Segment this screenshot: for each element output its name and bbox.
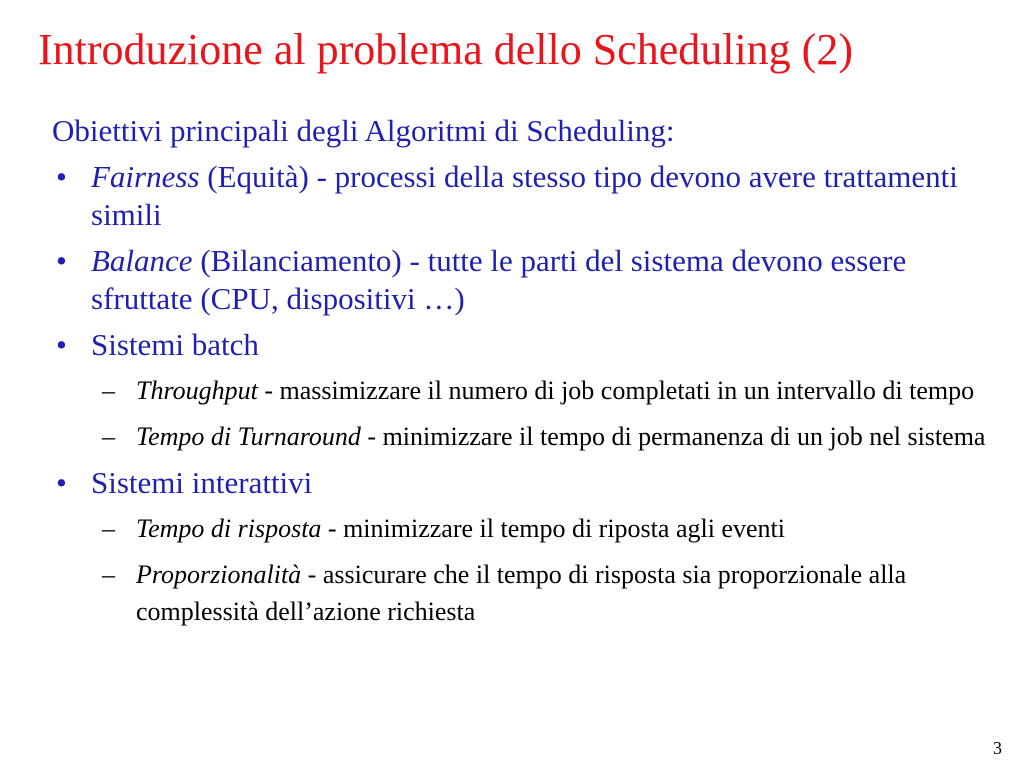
slide-title: Introduzione al problema dello Scheduling (2) bbox=[38, 25, 853, 74]
subbullet-text: - assicurare che il tempo di risposta sia proporzionale alla complessità dell’azione richiesta bbox=[136, 560, 907, 626]
subbullet-text: - minimizzare il tempo di riposta agli eventi bbox=[321, 514, 785, 543]
subbullet-response-time bbox=[96, 510, 1002, 547]
bullet-text: (Equità) - processi della stesso tipo devono avere trattamenti simili bbox=[91, 159, 958, 232]
bullet-balance bbox=[52, 242, 1002, 318]
bullet-marker: • bbox=[56, 327, 67, 362]
intro-text: Obiettivi principali degli Algoritmi di Scheduling: bbox=[52, 113, 675, 148]
bullet-batch-systems bbox=[52, 326, 1002, 364]
subbullet-text: - minimizzare il tempo di permanenza di un job nel sistema bbox=[360, 422, 986, 451]
bullet-text: (Bilanciamento) - tutte le parti del sistema devono essere sfruttate (CPU, dispositivi …) bbox=[91, 243, 907, 316]
bullet-text: Sistemi batch bbox=[91, 327, 259, 362]
subbullet-term: Proporzionalità bbox=[136, 560, 302, 589]
bullet-marker: • bbox=[56, 465, 67, 500]
subbullet-text: - massimizzare il numero di job completati in un intervallo di tempo bbox=[257, 376, 975, 405]
bullet-marker: • bbox=[56, 243, 67, 278]
bullet-term: Fairness bbox=[91, 159, 200, 194]
bullet-text: Sistemi interattivi bbox=[91, 465, 313, 500]
dash-marker: – bbox=[102, 376, 115, 405]
subbullet-proportionality bbox=[96, 556, 1002, 630]
bullet-term: Balance bbox=[91, 243, 193, 278]
bullet-fairness bbox=[52, 158, 1002, 234]
page-number: 3 bbox=[993, 738, 1002, 758]
subbullet-turnaround bbox=[96, 418, 1002, 455]
bullet-interactive-systems bbox=[52, 464, 1002, 502]
slide-body bbox=[52, 112, 1002, 639]
subbullet-term: Tempo di risposta bbox=[136, 514, 322, 543]
subbullet-term: Throughput bbox=[136, 376, 258, 405]
dash-marker: – bbox=[102, 560, 115, 589]
dash-marker: – bbox=[102, 514, 115, 543]
subbullet-term: Tempo di Turnaround bbox=[136, 422, 361, 451]
bullet-marker: • bbox=[56, 159, 67, 194]
subbullet-throughput bbox=[96, 372, 1002, 409]
dash-marker: – bbox=[102, 422, 115, 451]
